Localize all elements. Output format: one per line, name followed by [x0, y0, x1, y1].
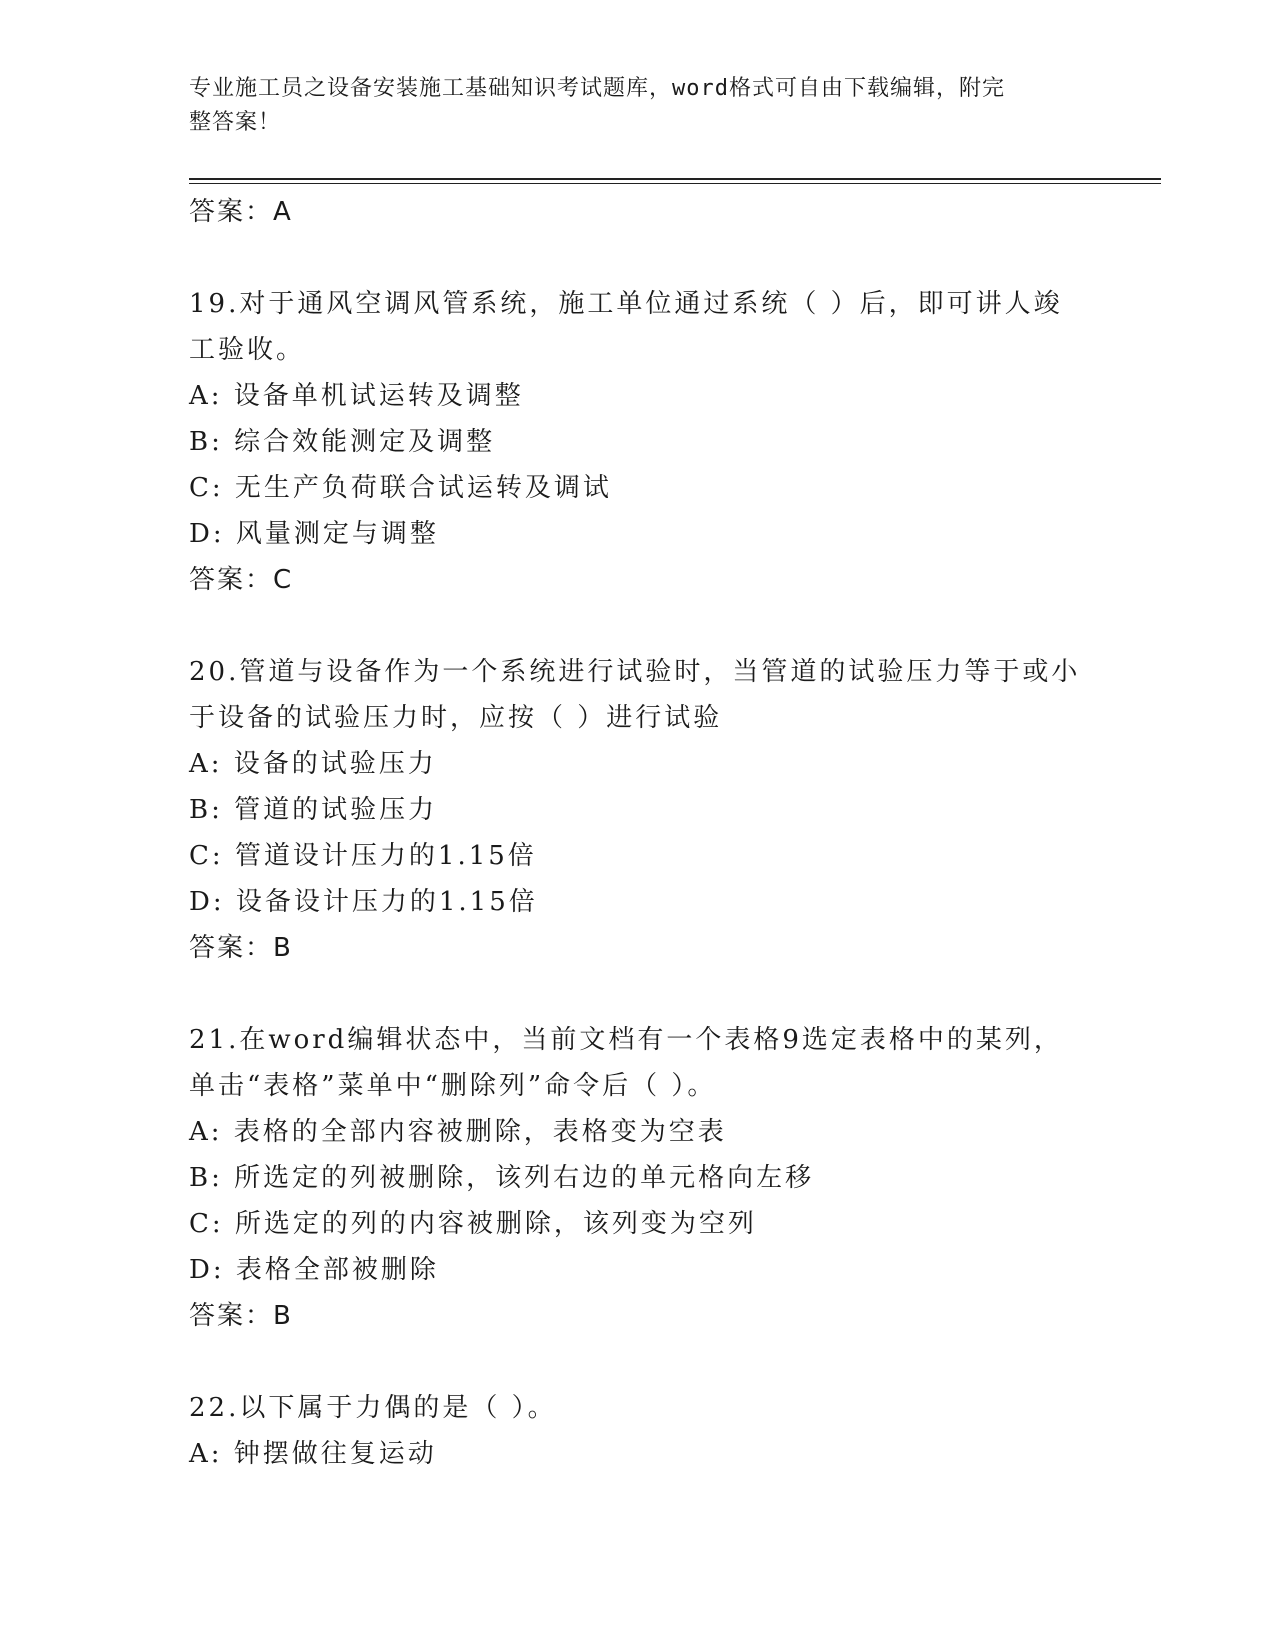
header-line: 整答案！: [189, 110, 282, 135]
answer-line: 答案：A: [189, 197, 293, 227]
document-header: [189, 72, 1069, 140]
answer-line: 答案：B: [189, 1301, 293, 1331]
option-d: D: 表格全部被删除: [189, 1255, 439, 1285]
spacer: [189, 971, 1089, 1017]
question-block: [189, 649, 1089, 971]
question-text: 20.管道与设备作为一个系统进行试验时，当管道的试验压力等于或小: [189, 657, 1081, 687]
document-body: [189, 189, 1089, 1477]
option-a: A: 钟摆做往复运动: [189, 1439, 437, 1469]
question-text: 工验收。: [189, 335, 306, 365]
option-a: A: 设备的试验压力: [189, 749, 437, 779]
question-text: 于设备的试验压力时，应按（ ）进行试验: [189, 703, 723, 733]
option-c: C: 所选定的列的内容被删除，该列变为空列: [189, 1209, 757, 1239]
option-c: C: 管道设计压力的1.15倍: [189, 841, 537, 871]
option-c: C: 无生产负荷联合试运转及调试: [189, 473, 612, 503]
spacer: [189, 603, 1089, 649]
option-b: B: 所选定的列被删除，该列右边的单元格向左移: [189, 1163, 815, 1193]
answer-line: 答案：C: [189, 565, 294, 595]
option-a: A: 表格的全部内容被删除，表格变为空表: [189, 1117, 727, 1147]
option-b: B: 综合效能测定及调整: [189, 427, 496, 457]
question-text: 19.对于通风空调风管系统，施工单位通过系统（ ）后，即可讲人竣: [189, 289, 1063, 319]
option-d: D: 风量测定与调整: [189, 519, 439, 549]
question-text: 21.在word编辑状态中，当前文档有一个表格9选定表格中的某列，: [189, 1025, 1063, 1055]
option-a: A: 设备单机试运转及调整: [189, 381, 524, 411]
header-divider-thin: [189, 183, 1161, 184]
question-block: [189, 281, 1089, 603]
question-text: 22.以下属于力偶的是（ ）。: [189, 1393, 557, 1423]
spacer: [189, 1339, 1089, 1385]
header-line: 专业施工员之设备安装施工基础知识考试题库，word格式可自由下载编辑，附完: [189, 76, 1005, 101]
question-block: [189, 1017, 1089, 1339]
question-block: [189, 1385, 1089, 1477]
question-text: 单击“表格”菜单中“删除列”命令后（ ）。: [189, 1071, 717, 1101]
answer-line: 答案：B: [189, 933, 293, 963]
option-b: B: 管道的试验压力: [189, 795, 438, 825]
spacer: [189, 235, 1089, 281]
header-divider: [189, 178, 1161, 180]
option-d: D: 设备设计压力的1.15倍: [189, 887, 538, 917]
